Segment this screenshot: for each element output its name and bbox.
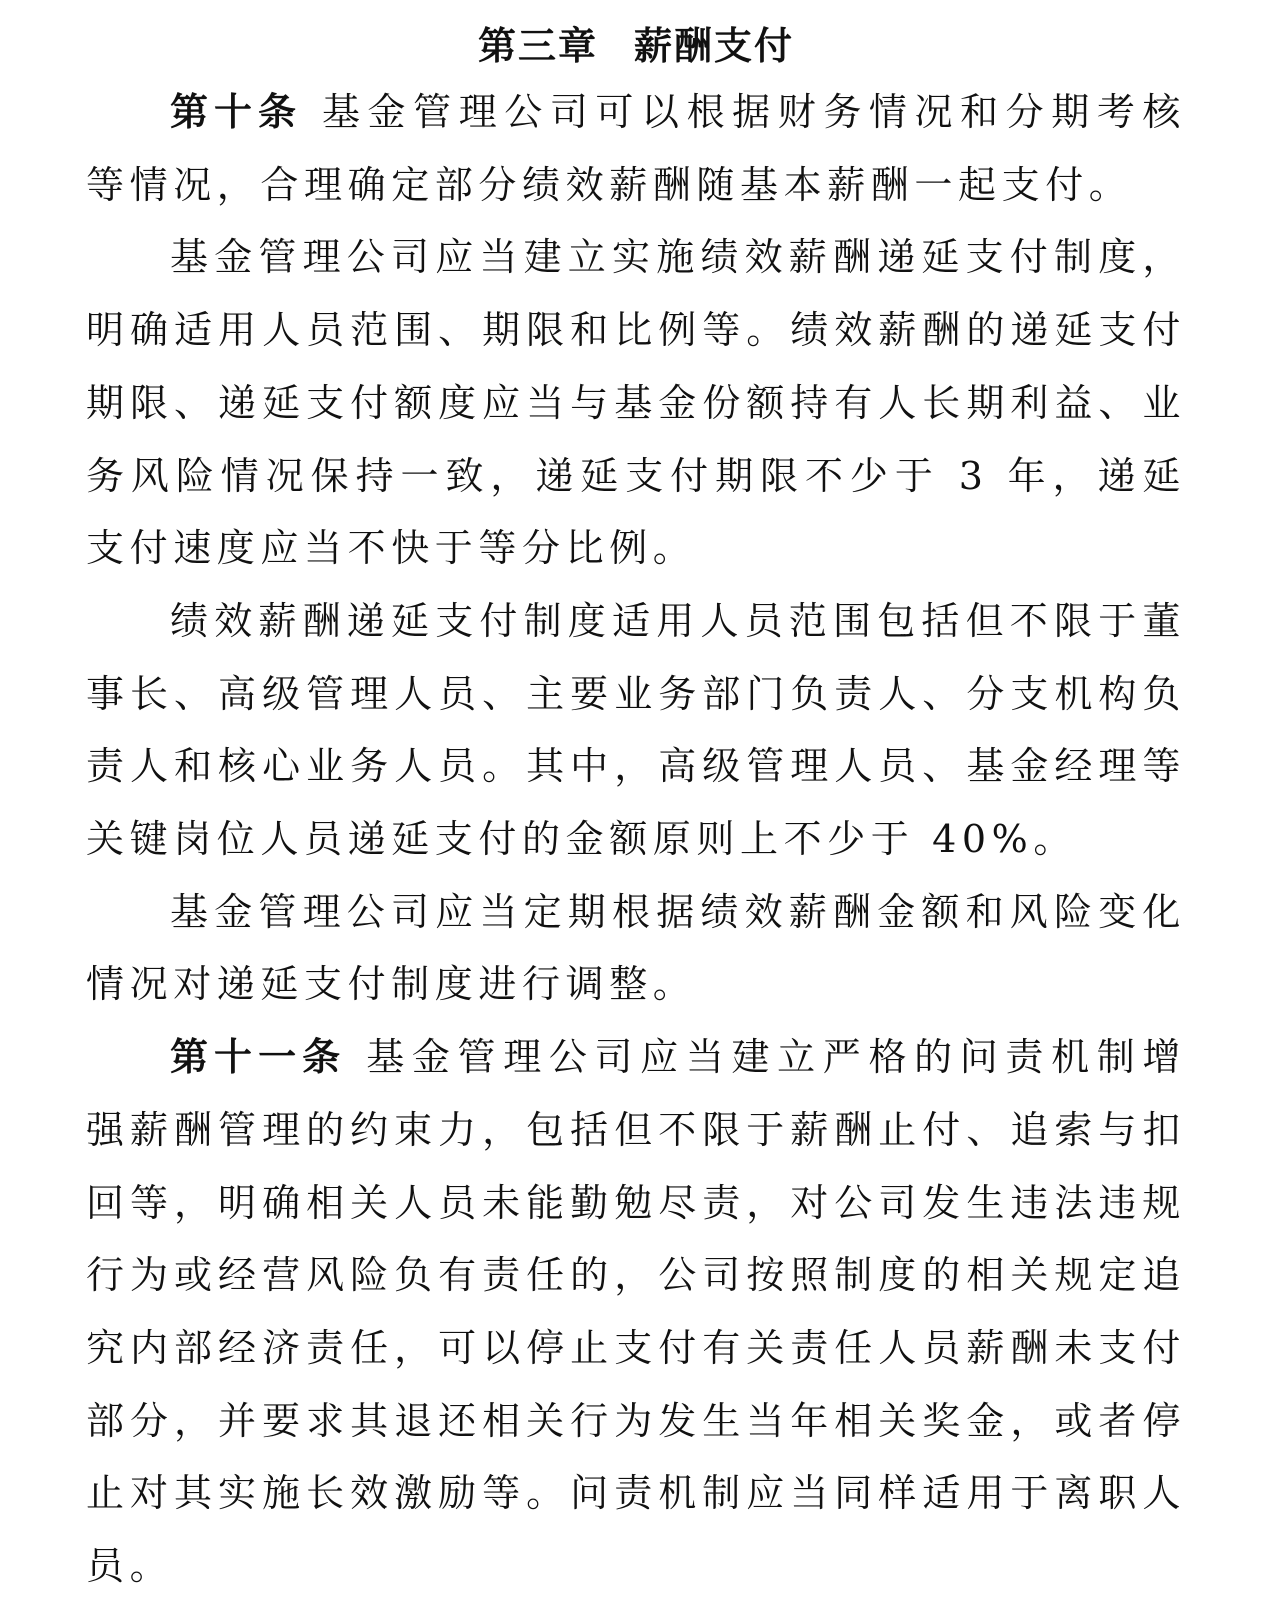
document-page [86, 18, 1186, 1603]
chapter-name: 薪酬支付 [634, 24, 795, 68]
article-10-text-1: 基金管理公司可以根据财务情况和分期考核等情况，合理确定部分绩效薪酬随基本薪酬一起支付。 [86, 90, 1186, 207]
article-10-paragraph-3: 绩效薪酬递延支付制度适用人员范围包括但不限于董事长、高级管理人员、主要业务部门负责人、分支机构负责人和核心业务人员。其中，高级管理人员、基金经理等关键岗位人员递延支付的金额原则上不少于 40%。 [86, 598, 1186, 862]
chapter-number: 第三章 [477, 24, 598, 68]
article-10-paragraph-2: 基金管理公司应当建立实施绩效薪酬递延支付制度，明确适用人员范围、期限和比例等。绩效薪酬的递延支付期限、递延支付额度应当与基金份额持有人长期利益、业务风险情况保持一致，递延支付期限不少于 3 年，递延支付速度应当不快于等分比例。 [86, 235, 1186, 571]
chapter-title [86, 18, 1186, 74]
article-11-heading: 第十一条 [170, 1035, 347, 1080]
article-11-paragraph-1 [86, 1021, 1186, 1603]
article-11-text-1: 基金管理公司应当建立严格的问责机制增强薪酬管理的约束力，包括但不限于薪酬止付、追索与扣回等，明确相关人员未能勤勉尽责，对公司发生违法违规行为或经营风险负有责任的，公司按照制度的相关规定追究内部经济责任，可以停止支付有关责任人员薪酬未支付部分，并要求其退还相关行为发生当年相关奖金，或者停止对其实施长效激励等。问责机制应当同样适用于离职人员。 [86, 1035, 1186, 1589]
article-10-heading: 第十条 [170, 90, 302, 134]
article-10-paragraph-4: 基金管理公司应当定期根据绩效薪酬金额和风险变化情况对递延支付制度进行调整。 [86, 889, 1186, 1007]
article-10-paragraph-1 [86, 76, 1186, 221]
